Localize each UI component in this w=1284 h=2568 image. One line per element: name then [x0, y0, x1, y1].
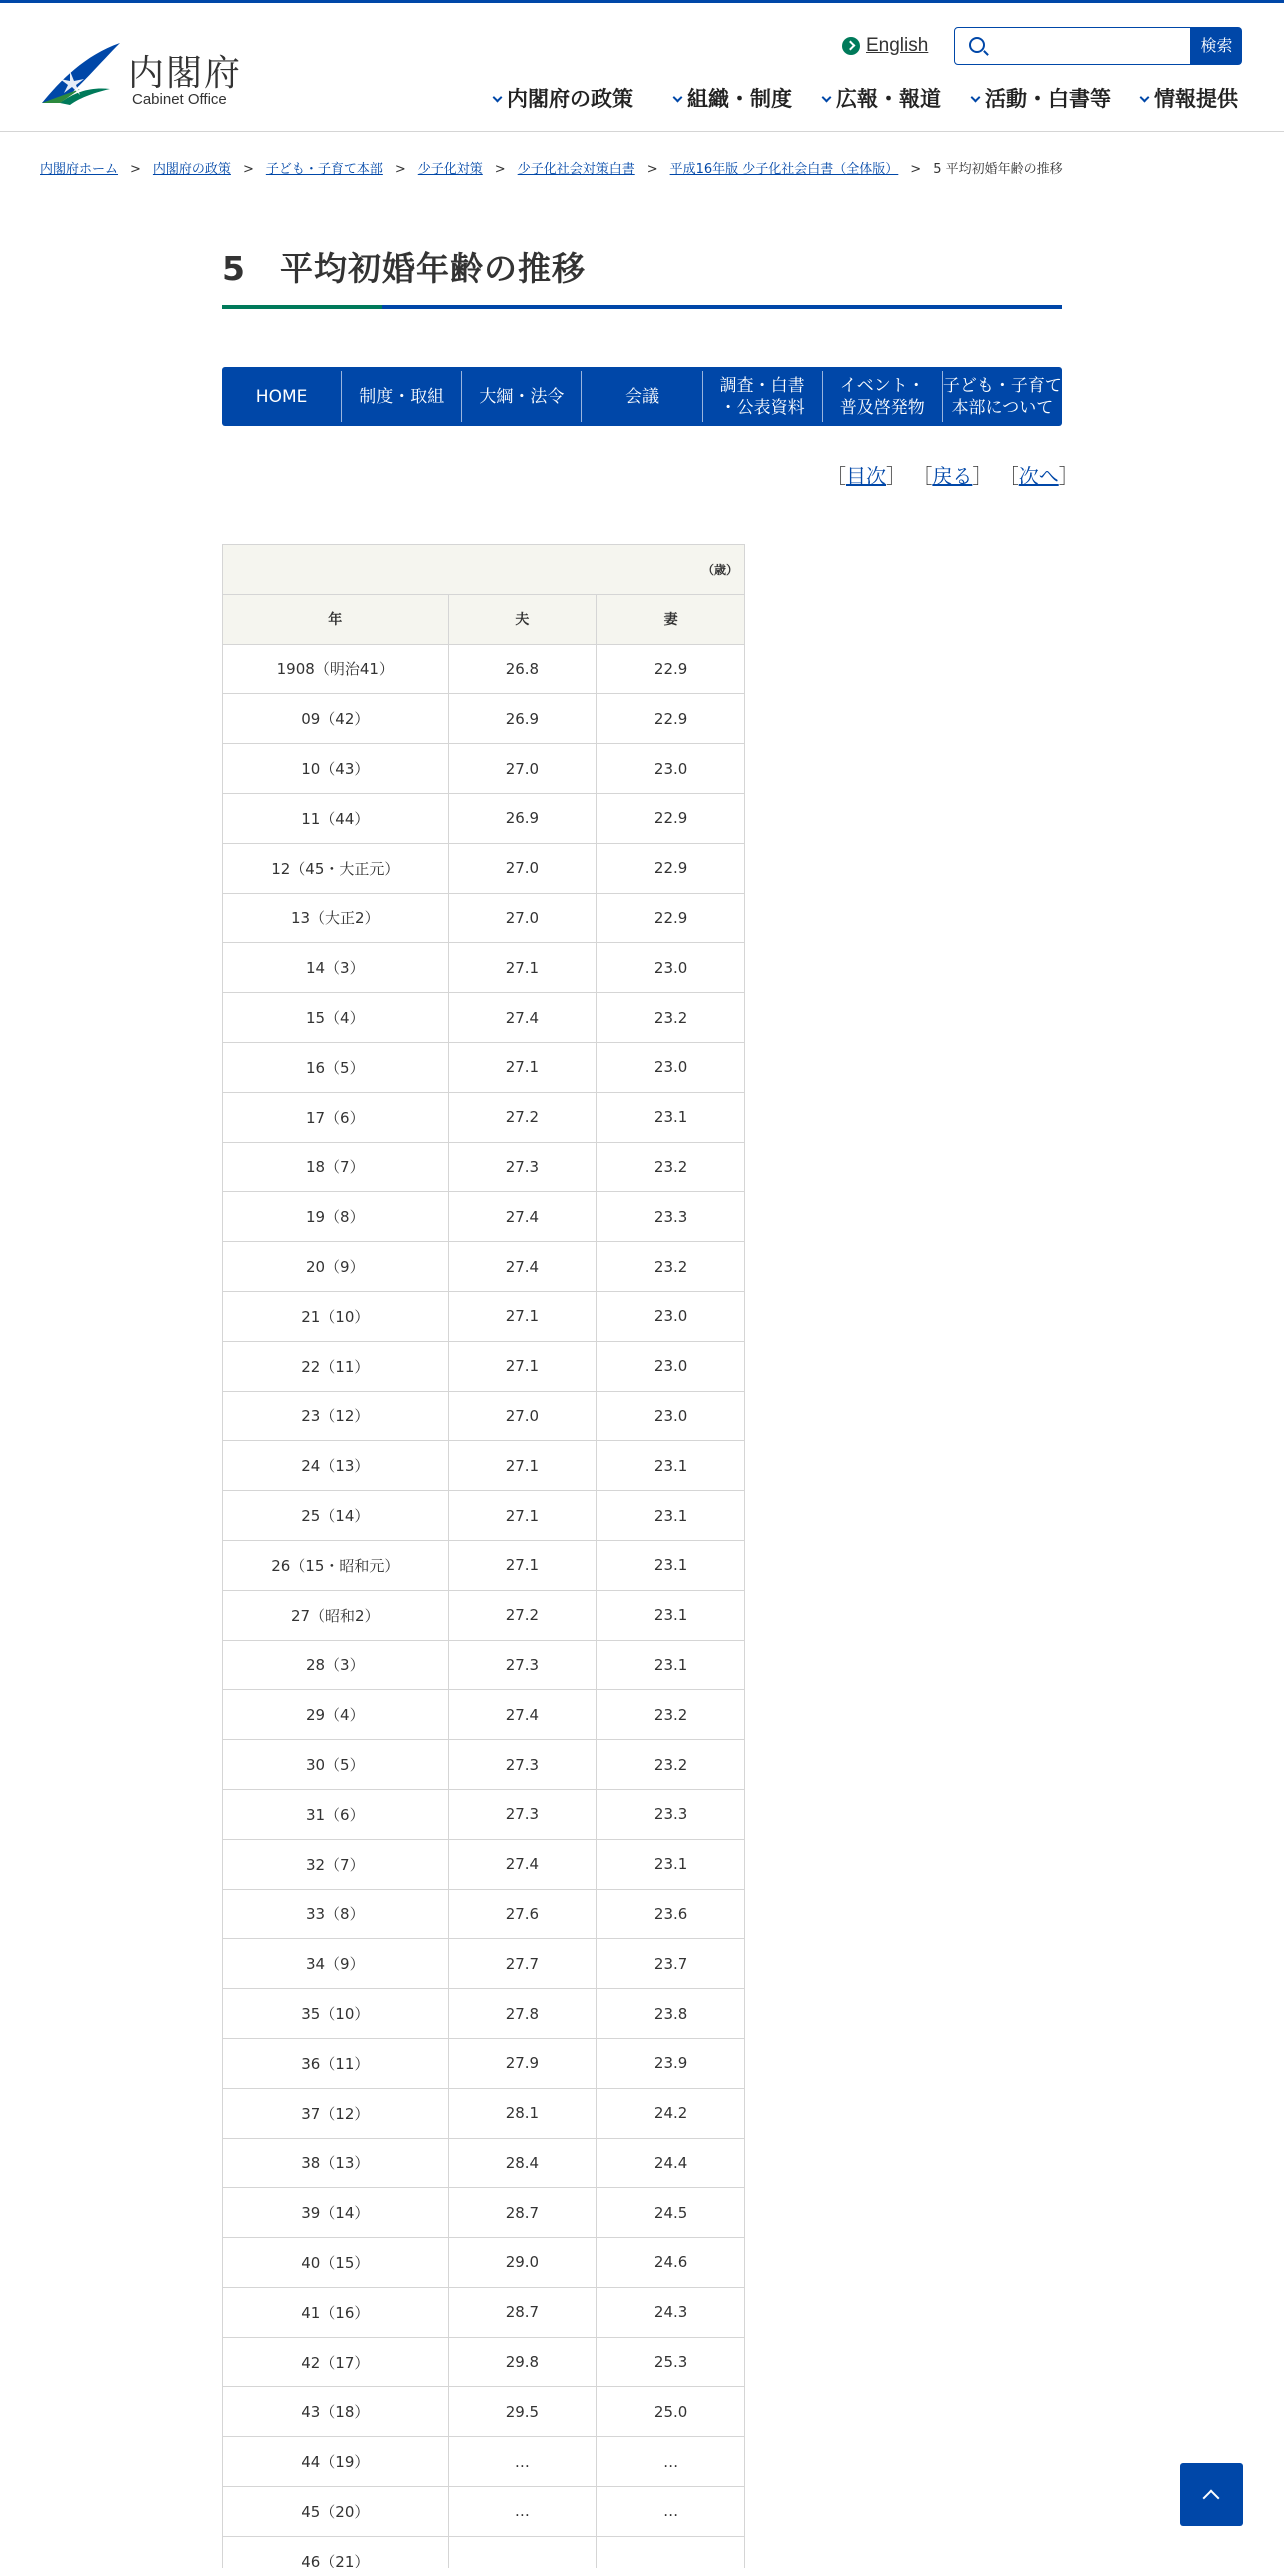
logo-mark-icon: [40, 41, 122, 107]
table-row: [223, 2437, 745, 2487]
table-row: [223, 1690, 745, 1740]
wife-age-cell: 22.9: [597, 793, 745, 843]
gnav-label: 情報提供: [1154, 87, 1238, 111]
table-row: [223, 1989, 745, 2039]
table-row: [223, 2088, 745, 2138]
wife-age-cell: 24.4: [597, 2138, 745, 2188]
table-row: [223, 2387, 745, 2437]
wife-age-cell: 24.5: [597, 2188, 745, 2238]
table-row: [223, 2138, 745, 2188]
year-cell: 37（12）: [223, 2088, 449, 2138]
back-to-top-button[interactable]: [1180, 2463, 1243, 2526]
chevron-down-icon: [822, 93, 832, 103]
husband-age-cell: 27.1: [448, 1441, 597, 1491]
husband-age-cell: 28.4: [448, 2138, 597, 2188]
husband-age-cell: 27.1: [448, 1042, 597, 1092]
year-cell: 26（15・昭和元）: [223, 1540, 449, 1590]
table-row: [223, 1042, 745, 1092]
husband-age-cell: 27.2: [448, 1092, 597, 1142]
husband-age-cell: 27.3: [448, 1640, 597, 1690]
wife-age-cell: 22.9: [597, 694, 745, 744]
breadcrumb-link[interactable]: 子ども・子育て本部: [265, 162, 383, 177]
wife-age-cell: 23.1: [597, 1092, 745, 1142]
toc-link[interactable]: 目次: [846, 464, 886, 488]
husband-age-cell: 27.0: [448, 744, 597, 794]
subnav-laws[interactable]: 大綱・法令: [462, 371, 582, 422]
gnav-label: 活動・白書等: [985, 87, 1111, 111]
husband-age-cell: 27.8: [448, 1989, 597, 2039]
search-input[interactable]: [954, 27, 1191, 65]
husband-age-cell: 27.9: [448, 2038, 597, 2088]
table-row: [223, 1789, 745, 1839]
breadcrumb-link[interactable]: 内閣府の政策: [152, 162, 231, 177]
year-cell: 21（10）: [223, 1291, 449, 1341]
husband-age-cell: 28.1: [448, 2088, 597, 2138]
table-row: [223, 2238, 745, 2288]
year-cell: 14（3）: [223, 943, 449, 993]
year-cell: 41（16）: [223, 2287, 449, 2337]
wife-age-cell: 23.9: [597, 2038, 745, 2088]
husband-age-cell: 27.6: [448, 1889, 597, 1939]
gnav-label: 内閣府の政策: [507, 87, 633, 111]
husband-age-cell: 29.0: [448, 2238, 597, 2288]
husband-age-cell: 26.9: [448, 694, 597, 744]
table-row: [223, 993, 745, 1043]
subnav-systems[interactable]: 制度・取組: [342, 371, 462, 422]
logo-japanese-text: 内閣府: [128, 53, 243, 94]
wife-age-cell: …: [597, 2437, 745, 2487]
wife-age-cell: 23.0: [597, 1291, 745, 1341]
breadcrumb-separator: >: [646, 162, 658, 177]
husband-age-cell: 27.0: [448, 843, 597, 893]
unit-label: （歳）: [223, 545, 745, 595]
column-header: 妻: [597, 594, 745, 644]
wife-age-cell: 23.2: [597, 993, 745, 1043]
year-cell: 23（12）: [223, 1391, 449, 1441]
husband-age-cell: 29.5: [448, 2387, 597, 2437]
english-link[interactable]: English: [866, 35, 929, 56]
wife-age-cell: 23.2: [597, 1690, 745, 1740]
wife-age-cell: [597, 2536, 745, 2568]
subnav-home[interactable]: HOME: [222, 371, 342, 422]
subnav-about[interactable]: 子ども・子育て 本部について: [942, 375, 1062, 418]
wife-age-cell: 23.2: [597, 1242, 745, 1292]
marriage-age-table: [222, 544, 745, 2568]
table-row: [223, 1291, 745, 1341]
year-cell: 45（20）: [223, 2487, 449, 2537]
wife-age-cell: 23.0: [597, 1391, 745, 1441]
year-cell: 30（5）: [223, 1740, 449, 1790]
table-row: [223, 2287, 745, 2337]
wife-age-cell: 22.9: [597, 644, 745, 694]
wife-age-cell: 23.1: [597, 1640, 745, 1690]
wife-age-cell: 24.6: [597, 2238, 745, 2288]
wife-age-cell: 23.2: [597, 1740, 745, 1790]
wife-age-cell: 23.1: [597, 1441, 745, 1491]
search-icon: [969, 37, 985, 53]
table-row: [223, 2038, 745, 2088]
year-cell: 43（18）: [223, 2387, 449, 2437]
wife-age-cell: 23.3: [597, 1192, 745, 1242]
wife-age-cell: 23.0: [597, 1042, 745, 1092]
table-row: [223, 893, 745, 943]
table-row: [223, 1092, 745, 1142]
subnav-events[interactable]: イベント・ 普及啓発物: [823, 371, 943, 422]
gnav-label: 組織・制度: [687, 87, 792, 111]
year-cell: 10（43）: [223, 744, 449, 794]
year-cell: 27（昭和2）: [223, 1590, 449, 1640]
subnav-meetings[interactable]: 会議: [582, 371, 702, 422]
year-cell: 16（5）: [223, 1042, 449, 1092]
year-cell: 36（11）: [223, 2038, 449, 2088]
gnav-info[interactable]: [1141, 83, 1238, 113]
chevron-down-icon: [971, 93, 981, 103]
table-row: [223, 1441, 745, 1491]
chevron-down-icon: [673, 93, 683, 103]
breadcrumb-separator: >: [130, 162, 141, 177]
table-row: [223, 2337, 745, 2387]
husband-age-cell: 27.1: [448, 1540, 597, 1590]
year-cell: 13（大正2）: [223, 893, 449, 943]
husband-age-cell: 27.1: [448, 1291, 597, 1341]
year-cell: 18（7）: [223, 1142, 449, 1192]
gnav-organization[interactable]: [674, 83, 792, 113]
year-cell: 32（7）: [223, 1839, 449, 1889]
year-cell: 46（21）: [223, 2536, 449, 2568]
page-pager: ［目次］ ［戻る］ ［次へ］: [826, 464, 1079, 488]
husband-age-cell: 27.1: [448, 1491, 597, 1541]
table-row: [223, 793, 745, 843]
husband-age-cell: 27.7: [448, 1939, 597, 1989]
arrow-circle-icon: [842, 37, 860, 55]
year-cell: 40（15）: [223, 2238, 449, 2288]
husband-age-cell: 27.3: [448, 1789, 597, 1839]
wife-age-cell: 23.6: [597, 1889, 745, 1939]
husband-age-cell: 28.7: [448, 2287, 597, 2337]
table-row: [223, 2487, 745, 2537]
wife-age-cell: 23.0: [597, 943, 745, 993]
gnav-pr[interactable]: [823, 83, 941, 113]
header-row: [223, 594, 745, 644]
table-row: [223, 2188, 745, 2238]
year-cell: 09（42）: [223, 694, 449, 744]
wife-age-cell: 25.3: [597, 2337, 745, 2387]
year-cell: 25（14）: [223, 1491, 449, 1541]
year-cell: 28（3）: [223, 1640, 449, 1690]
year-cell: 20（9）: [223, 1242, 449, 1292]
breadcrumb-link[interactable]: 少子化社会対策白書: [517, 162, 635, 177]
table-row: [223, 1391, 745, 1441]
section-nav: [222, 367, 1062, 426]
husband-age-cell: 29.8: [448, 2337, 597, 2387]
breadcrumb-link[interactable]: 内閣府ホーム: [40, 162, 119, 177]
table-row: [223, 1590, 745, 1640]
wife-age-cell: 24.2: [597, 2088, 745, 2138]
next-link[interactable]: 次へ: [1018, 464, 1059, 488]
husband-age-cell: 27.3: [448, 1740, 597, 1790]
year-cell: 22（11）: [223, 1341, 449, 1391]
page-title: 5 平均初婚年齢の推移: [222, 249, 586, 288]
back-link[interactable]: 戻る: [932, 464, 973, 488]
breadcrumb-separator: >: [242, 162, 254, 177]
wife-age-cell: 23.8: [597, 1989, 745, 2039]
wife-age-cell: 23.7: [597, 1939, 745, 1989]
wife-age-cell: 23.1: [597, 1540, 745, 1590]
year-cell: 1908（明治41）: [223, 644, 449, 694]
breadcrumb-separator: >: [910, 162, 922, 177]
year-cell: 17（6）: [223, 1092, 449, 1142]
table-row: [223, 1740, 745, 1790]
husband-age-cell: [448, 2536, 597, 2568]
chevron-down-icon: [493, 93, 503, 103]
husband-age-cell: 26.9: [448, 793, 597, 843]
year-cell: 11（44）: [223, 793, 449, 843]
wife-age-cell: 22.9: [597, 843, 745, 893]
gnav-label: 広報・報道: [836, 87, 941, 111]
year-cell: 44（19）: [223, 2437, 449, 2487]
table-row: [223, 644, 745, 694]
year-cell: 35（10）: [223, 1989, 449, 2039]
husband-age-cell: 28.7: [448, 2188, 597, 2238]
husband-age-cell: 26.8: [448, 644, 597, 694]
husband-age-cell: 27.4: [448, 1242, 597, 1292]
wife-age-cell: 24.3: [597, 2287, 745, 2337]
table-row: [223, 943, 745, 993]
husband-age-cell: 27.2: [448, 1590, 597, 1640]
husband-age-cell: 27.4: [448, 1839, 597, 1889]
breadcrumb: [40, 158, 1260, 180]
wife-age-cell: 23.1: [597, 1839, 745, 1889]
unit-row: [223, 545, 745, 595]
breadcrumb-current: 5 平均初婚年齢の推移: [933, 162, 1063, 177]
table-row: [223, 1192, 745, 1242]
husband-age-cell: …: [448, 2437, 597, 2487]
year-cell: 12（45・大正元）: [223, 843, 449, 893]
year-cell: 38（13）: [223, 2138, 449, 2188]
breadcrumb-link[interactable]: 少子化対策: [417, 162, 483, 177]
table-row: [223, 1839, 745, 1889]
table-row: [223, 1491, 745, 1541]
year-cell: 31（6）: [223, 1789, 449, 1839]
table-row: [223, 1640, 745, 1690]
year-cell: 24（13）: [223, 1441, 449, 1491]
husband-age-cell: 27.1: [448, 1341, 597, 1391]
table-row: [223, 1341, 745, 1391]
logo-english-text: Cabinet Office: [132, 91, 227, 108]
year-cell: 42（17）: [223, 2337, 449, 2387]
wife-age-cell: 23.1: [597, 1590, 745, 1640]
site-header: [0, 3, 1284, 132]
husband-age-cell: …: [448, 2487, 597, 2537]
table-row: [223, 843, 745, 893]
year-cell: 15（4）: [223, 993, 449, 1043]
wife-age-cell: 23.3: [597, 1789, 745, 1839]
breadcrumb-separator: >: [394, 162, 406, 177]
year-cell: 34（9）: [223, 1939, 449, 1989]
wife-age-cell: 22.9: [597, 893, 745, 943]
column-header: 夫: [448, 594, 597, 644]
year-cell: 19（8）: [223, 1192, 449, 1242]
husband-age-cell: 27.1: [448, 943, 597, 993]
table-row: [223, 1540, 745, 1590]
wife-age-cell: 25.0: [597, 2387, 745, 2437]
year-cell: 29（4）: [223, 1690, 449, 1740]
cabinet-office-logo[interactable]: [40, 41, 260, 111]
wife-age-cell: 23.1: [597, 1491, 745, 1541]
subnav-reports[interactable]: 調査・白書 ・公表資料: [703, 371, 823, 422]
gnav-activities[interactable]: [972, 83, 1111, 113]
husband-age-cell: 27.3: [448, 1142, 597, 1192]
wife-age-cell: 23.0: [597, 1341, 745, 1391]
husband-age-cell: 27.0: [448, 893, 597, 943]
husband-age-cell: 27.4: [448, 1192, 597, 1242]
table-row: [223, 694, 745, 744]
table-row: [223, 744, 745, 794]
year-cell: 33（8）: [223, 1889, 449, 1939]
husband-age-cell: 27.0: [448, 1391, 597, 1441]
table-row: [223, 1939, 745, 1989]
wife-age-cell: …: [597, 2487, 745, 2537]
search-button[interactable]: 検索: [1191, 27, 1242, 65]
year-cell: 39（14）: [223, 2188, 449, 2238]
wife-age-cell: 23.0: [597, 744, 745, 794]
column-header: 年: [223, 594, 449, 644]
table-row: [223, 1242, 745, 1292]
husband-age-cell: 27.4: [448, 1690, 597, 1740]
wife-age-cell: 23.2: [597, 1142, 745, 1192]
breadcrumb-separator: >: [494, 162, 506, 177]
chevron-down-icon: [1140, 93, 1150, 103]
title-underline: [222, 305, 1062, 309]
breadcrumb-link[interactable]: 平成16年版 少子化社会白書（全体版）: [669, 162, 899, 177]
husband-age-cell: 27.4: [448, 993, 597, 1043]
table-row: [223, 1889, 745, 1939]
gnav-policy[interactable]: [494, 83, 633, 113]
table-row: [223, 1142, 745, 1192]
table-row: [223, 2536, 745, 2568]
